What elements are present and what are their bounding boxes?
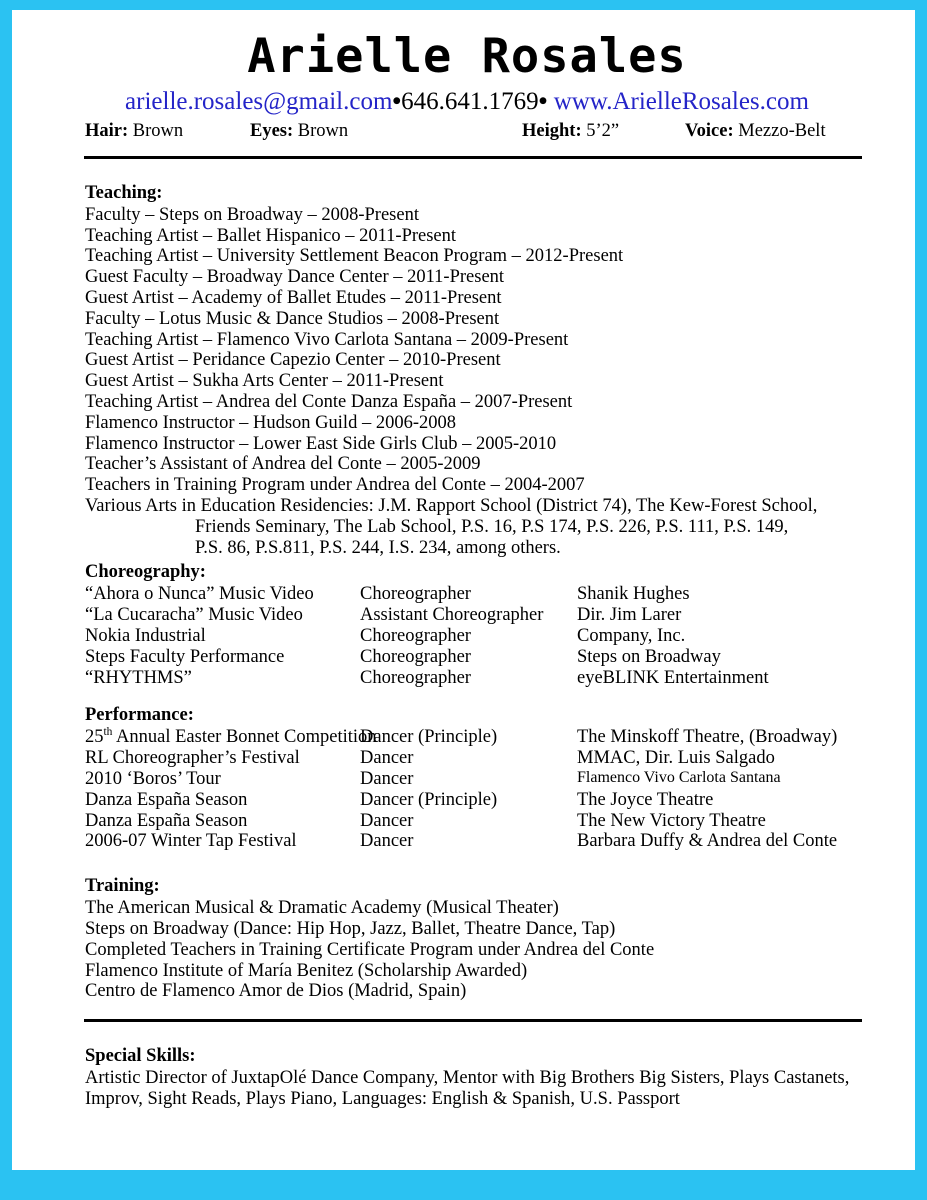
performance-project-number: 25 [85,727,104,748]
contact-separator-left: • [392,88,402,116]
performance-role: Dancer [360,831,414,852]
teaching-entry: Teaching Artist – Andrea del Conte Danza España – 2007-Present [85,392,573,413]
website-link[interactable]: www.ArielleRosales.com [553,88,809,116]
training-entry: Completed Teachers in Training Certificate Program under Andrea del Conte [85,939,655,960]
training-entry: Flamenco Institute of María Benitez (Scholarship Awarded) [85,960,528,981]
stat-height-label: Height: [522,120,582,141]
contact-line [72,88,862,116]
contact-separator-right: • [538,88,548,116]
section-special-skills [85,1046,862,1110]
choreography-company: Shanik Hughes [577,584,690,605]
teaching-entry: Teaching Artist – Ballet Hispanico – 2011-Present [85,225,457,246]
performance-row [85,831,862,852]
performance-row [85,769,862,790]
performance-role: Dancer [360,768,414,789]
performance-project-rest: Annual Easter Bonnet Competition [112,727,377,748]
residency-line: P.S. 86, P.S.811, P.S. 244, I.S. 234, among others. [195,537,561,558]
performance-role: Dancer [360,748,414,769]
choreography-role: Choreographer [360,625,471,646]
performance-project: RL Choreographer’s Festival [85,748,300,769]
choreography-role: Assistant Choreographer [360,605,544,626]
teaching-entry: Teaching Artist – University Settlement Beacon Program – 2012-Present [85,246,624,267]
teaching-entry: Teaching Artist – Flamenco Vivo Carlota Santana – 2009-Present [85,329,569,350]
resume-sheet [12,10,915,1170]
stat-voice-label: Voice: [685,120,734,141]
section-training [85,876,862,1002]
teaching-entry: Guest Artist – Peridance Capezio Center – 2010-Present [85,350,501,371]
teaching-entry: Teachers in Training Program under Andrea del Conte – 2004-2007 [85,475,585,496]
performance-venue: The Minskoff Theatre, (Broadway) [577,727,838,748]
stat-hair [85,121,183,142]
section-title-special-skills: Special Skills: [85,1046,196,1067]
choreography-role: Choreographer [360,667,471,688]
performance-project: Danza España Season [85,810,248,831]
special-skills-entry: Artistic Director of JuxtapOlé Dance Company, Mentor with Big Brothers Big Sisters, Plays Castanets, [85,1068,850,1089]
performance-project: Danza España Season [85,789,248,810]
choreography-row [85,584,862,605]
choreography-company: eyeBLINK Entertainment [577,667,769,688]
residency-line: Various Arts in Education Residencies: J.M. Rapport School (District 74), The Kew-Forest School, [85,496,818,516]
choreography-role: Choreographer [360,584,471,605]
choreography-role: Choreographer [360,646,471,667]
training-entry: Centro de Flamenco Amor de Dios (Madrid, Spain) [85,981,467,1002]
teaching-entry: Teacher’s Assistant of Andrea del Conte – 2005-2009 [85,454,481,475]
stat-height-value: 5’2” [586,120,620,141]
choreography-row [85,605,862,626]
training-entry: The American Musical & Dramatic Academy (Musical Theater) [85,898,559,919]
performance-row [85,811,862,832]
choreography-project: “Ahora o Nunca” Music Video [85,584,314,605]
performance-row [85,748,862,769]
stat-voice-value: Mezzo-Belt [738,120,826,141]
performance-venue: Flamenco Vivo Carlota Santana [577,768,781,786]
choreography-company: Dir. Jim Larer [577,605,682,626]
performance-row [85,727,862,748]
choreography-company: Company, Inc. [577,625,686,646]
performance-venue: The Joyce Theatre [577,789,714,810]
performance-role: Dancer (Principle) [360,727,498,748]
performance-project: 2010 ‘Boros’ Tour [85,768,221,789]
performance-project [85,727,377,748]
special-skills-entry: Improv, Sight Reads, Plays Piano, Languages: English & Spanish, U.S. Passport [85,1088,680,1109]
stat-eyes-value: Brown [297,120,349,141]
stat-height [522,121,619,142]
performance-venue: MMAC, Dir. Luis Salgado [577,748,775,769]
performance-role: Dancer (Principle) [360,789,498,810]
physical-stats [72,121,862,147]
training-entry: Steps on Broadway (Dance: Hip Hop, Jazz, Ballet, Theatre Dance, Tap) [85,918,616,939]
stat-eyes [250,121,348,142]
teaching-entry: Guest Artist – Sukha Arts Center – 2011-Present [85,371,444,392]
choreography-project: Steps Faculty Performance [85,646,285,667]
stat-eyes-label: Eyes: [250,120,294,141]
section-title-performance: Performance: [85,705,194,726]
choreography-project: “La Cucaracha” Music Video [85,605,303,626]
section-teaching [85,183,862,559]
email-link[interactable]: arielle.rosales@gmail.com [125,88,393,116]
section-choreography [85,562,862,688]
choreography-company: Steps on Broadway [577,646,721,667]
performance-project-ordinal: th [103,726,113,739]
choreography-project: Nokia Industrial [85,625,206,646]
performance-venue: Barbara Duffy & Andrea del Conte [577,831,838,852]
residency-line: Friends Seminary, The Lab School, P.S. 16, P.S 174, P.S. 226, P.S. 111, P.S. 149, [195,516,789,537]
performance-row [85,790,862,811]
teaching-entry: Guest Artist – Academy of Ballet Etudes – 2011-Present [85,288,502,309]
choreography-project: “RHYTHMS” [85,667,192,688]
teaching-entry: Flamenco Instructor – Hudson Guild – 2006-2008 [85,412,456,433]
choreography-row [85,626,862,647]
resume-content [72,10,862,1110]
section-title-teaching: Teaching: [85,182,163,203]
section-title-training: Training: [85,876,160,897]
performance-venue: The New Victory Theatre [577,810,766,831]
performance-role: Dancer [360,810,414,831]
section-title-choreography: Choreography: [85,562,206,583]
stat-hair-label: Hair: [85,120,129,141]
teaching-entry: Flamenco Instructor – Lower East Side Girls Club – 2005-2010 [85,433,557,454]
teaching-entry: Faculty – Lotus Music & Dance Studios – 2008-Present [85,308,500,329]
choreography-row [85,668,862,689]
teaching-entry: Guest Faculty – Broadway Dance Center – 2011-Present [85,267,505,288]
page-title: Arielle Rosales [247,29,687,84]
performance-project: 2006-07 Winter Tap Festival [85,831,297,852]
section-performance [85,705,862,852]
choreography-row [85,647,862,668]
teaching-entry: Faculty – Steps on Broadway – 2008-Present [85,204,419,225]
stat-hair-value: Brown [132,120,184,141]
phone-number[interactable]: 646.641.1769 [401,88,539,116]
stat-voice [685,121,826,142]
